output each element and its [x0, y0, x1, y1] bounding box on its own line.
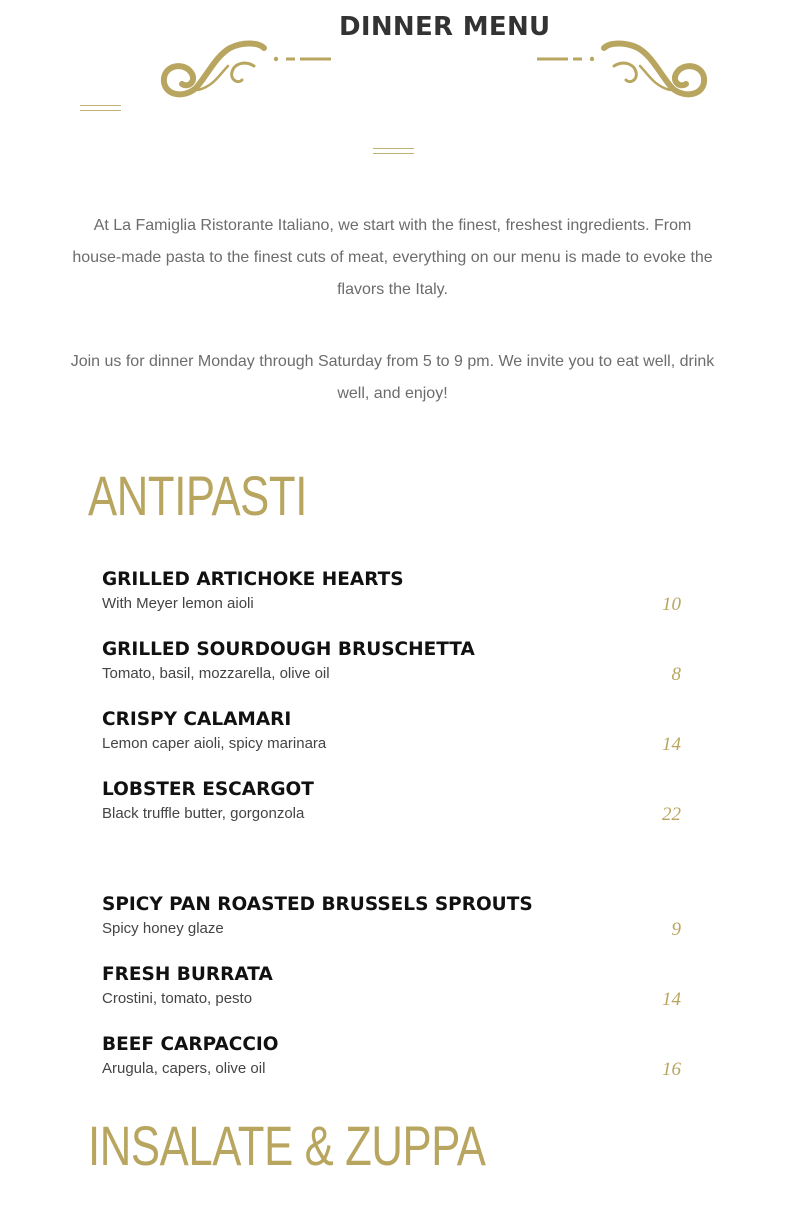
menu-item-description: With Meyer lemon aioli — [102, 595, 254, 612]
menu-item — [102, 1033, 685, 1093]
menu-item-description: Black truffle butter, gorgonzola — [102, 805, 305, 822]
menu-item-description: Tomato, basil, mozzarella, olive oil — [102, 665, 330, 682]
menu-item-price: 14 — [662, 989, 681, 1010]
menu-item-price: 10 — [662, 594, 681, 615]
flourish-left-ornament — [158, 38, 338, 102]
menu-item-price: 9 — [671, 919, 681, 940]
menu-item-price: 8 — [671, 664, 681, 685]
menu-item — [102, 638, 685, 698]
menu-item — [102, 963, 685, 1023]
menu-item-name: GRILLED ARTICHOKE HEARTS — [102, 569, 404, 590]
menu-item — [102, 778, 685, 838]
menu-item-name: BEEF CARPACCIO — [102, 1034, 279, 1055]
section-heading-insalate-zuppa: INSALATE & ZUPPA — [88, 1114, 486, 1177]
menu-item-description: Crostini, tomato, pesto — [102, 990, 253, 1007]
menu-item-name: GRILLED SOURDOUGH BRUSCHETTA — [102, 639, 475, 660]
menu-item-price: 16 — [662, 1059, 681, 1080]
menu-item-name: SPICY PAN ROASTED BRUSSELS SPROUTS — [102, 894, 533, 915]
menu-item — [102, 568, 685, 628]
page-title: DINNER MENU — [339, 12, 551, 42]
intro-paragraph: At La Famiglia Ristorante Italiano, we start with the finest, freshest ingredients. From house-made pasta to the finest cuts of meat, everything on our menu is made to evoke the flavors the Italy. — [72, 217, 713, 298]
hours-paragraph: Join us for dinner Monday through Saturday from 5 to 9 pm. We invite you to eat well, drink well, and enjoy! — [70, 353, 715, 402]
section-heading-antipasti: ANTIPASTI — [88, 464, 307, 527]
menu-item — [102, 893, 685, 953]
menu-item-description: Spicy honey glaze — [102, 920, 224, 937]
decorative-double-rule-left — [80, 105, 121, 111]
decorative-double-rule-center — [373, 148, 414, 154]
menu-item — [102, 708, 685, 768]
menu-item-description: Arugula, capers, olive oil — [102, 1060, 266, 1077]
menu-item-price: 22 — [662, 804, 681, 825]
menu-item-description: Lemon caper aioli, spicy marinara — [102, 735, 327, 752]
menu-item-name: LOBSTER ESCARGOT — [102, 779, 314, 800]
flourish-right-ornament — [530, 38, 710, 102]
menu-item-name: CRISPY CALAMARI — [102, 709, 292, 730]
menu-item-name: FRESH BURRATA — [102, 964, 273, 985]
menu-item-price: 14 — [662, 734, 681, 755]
